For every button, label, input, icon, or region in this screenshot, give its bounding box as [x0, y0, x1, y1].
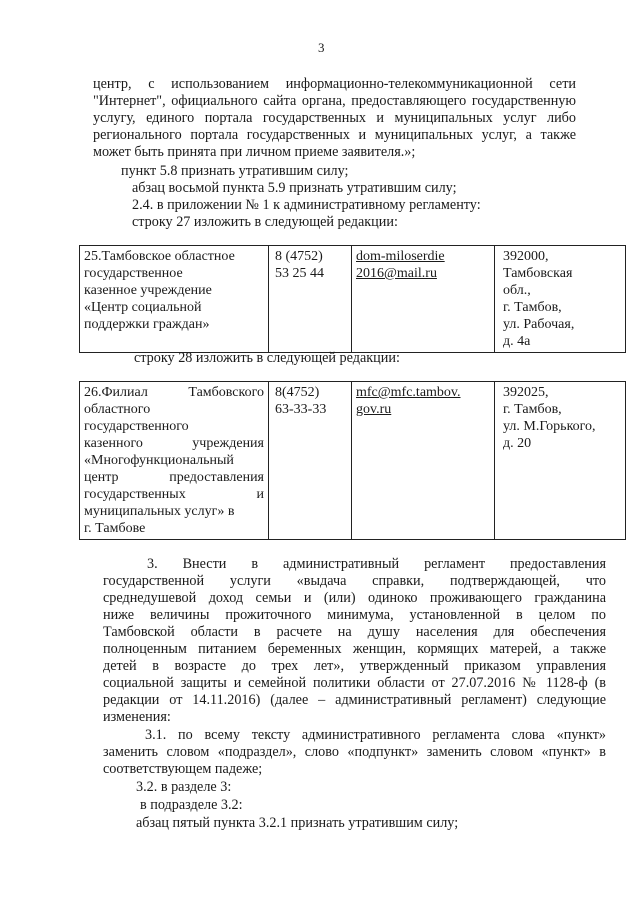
cell-line: г. Тамбове: [84, 521, 146, 536]
page-number: 3: [318, 40, 325, 55]
cell-line: ул. М.Горького,: [503, 419, 596, 434]
email-link[interactable]: dom-miloserdie: [356, 249, 445, 264]
cell-line: г. Тамбов,: [503, 300, 562, 315]
top-paragraph-line-1: центр, с использованием информационно-телекоммуникационной сети: [93, 76, 576, 92]
address-cell: [495, 246, 626, 353]
cell-line: муниципальных услуг» в: [84, 504, 235, 519]
cell-line: д. 4а: [503, 334, 531, 349]
top-paragraph-line-3: услугу, единого портала государственных и муниципальных услуг либо: [93, 110, 576, 126]
table-row-27: [79, 245, 626, 353]
cell-line: Тамбовская: [503, 266, 573, 281]
table-row-28: [79, 381, 626, 540]
top-paragraph-line-4: регионального портала государственных и муниципальных услуг, а также: [93, 127, 576, 143]
section-3-line-8: социальной защиты и семейной политики области от 27.07.2016 № 1128-ф (в: [103, 675, 606, 691]
top-paragraph-line-2: "Интернет", официального сайта органа, предоставляющего государственную: [93, 93, 576, 109]
section-3-1-line-2: заменить словом «подраздел», слово «подпункт» заменить словом «пункт» в: [103, 744, 606, 760]
cell-line: 53 25 44: [275, 266, 324, 281]
section-3-line-7: детей в возрасте до трех лет», утвержденный приказом управления: [103, 658, 606, 674]
phone-cell: [269, 246, 352, 353]
section-3-1-line-3: соответствующем падеже;: [103, 761, 263, 777]
phone-cell: [269, 382, 352, 540]
email-link[interactable]: mfc@mfc.tambov.: [356, 385, 461, 400]
row-27-intro: строку 27 изложить в следующей редакции:: [132, 214, 398, 230]
cell-line: государственного: [84, 419, 189, 434]
item-2-4: 2.4. в приложении № 1 к административному регламенту:: [132, 197, 481, 213]
cell-line: д. 20: [503, 436, 532, 451]
cell-line: ул. Рабочая,: [503, 317, 575, 332]
cell-line: 26.Филиал Тамбовского: [84, 385, 264, 400]
section-3-line-9: редакции от 14.11.2016) (далее – административный регламент) следующие: [103, 692, 606, 708]
cell-line: казенное учреждение: [84, 283, 212, 298]
section-3-line-4: ниже величины прожиточного минимума, установленной в целом по: [103, 607, 606, 623]
section-3-line-1: 3. Внести в административный регламент предоставления: [147, 556, 606, 572]
item-5-8: пункт 5.8 признать утратившим силу;: [121, 163, 349, 179]
cell-line: 392025,: [503, 385, 549, 400]
cell-line: государственных и: [84, 487, 264, 502]
org-name-cell: [80, 246, 269, 353]
top-paragraph-line-5: может быть принята при личном приеме заявителя.»;: [93, 144, 416, 160]
email-cell[interactable]: [352, 246, 495, 353]
subsection-3-2: в подразделе 3.2:: [140, 797, 243, 813]
cell-line: 8(4752): [275, 385, 320, 400]
email-link[interactable]: gov.ru: [356, 402, 392, 417]
cell-line: 63-33-33: [275, 402, 327, 417]
cell-line: центр предоставления: [84, 470, 264, 485]
cell-line: казенного учреждения: [84, 436, 264, 451]
section-3-2: 3.2. в разделе 3:: [136, 779, 232, 795]
org-name-cell: [80, 382, 269, 540]
cell-line: государственное: [84, 266, 183, 281]
address-cell: [495, 382, 626, 540]
section-3-line-10: изменения:: [103, 709, 171, 725]
section-3-line-3: среднедушевой доход семьи и (или) одиноко проживающего гражданина: [103, 590, 606, 606]
row-28-intro: строку 28 изложить в следующей редакции:: [134, 350, 400, 366]
cell-line: «Центр социальной: [84, 300, 202, 315]
cell-line: поддержки граждан»: [84, 317, 210, 332]
table-row: [80, 246, 626, 353]
table-row: [80, 382, 626, 540]
section-3-1-line-1: 3.1. по всему тексту административного регламента слова «пункт»: [145, 727, 606, 743]
cell-line: обл.,: [503, 283, 531, 298]
item-5-9: абзац восьмой пункта 5.9 признать утратившим силу;: [132, 180, 457, 196]
cell-line: 392000,: [503, 249, 549, 264]
email-cell[interactable]: [352, 382, 495, 540]
cell-line: «Многофункциональный: [84, 453, 234, 468]
section-3-line-2: государственной услуги «выдача справки, подтверждающей, что: [103, 573, 606, 589]
section-3-line-5: Тамбовской области в расчете на душу населения для обеспечения: [103, 624, 606, 640]
paragraph-3-2-1: абзац пятый пункта 3.2.1 признать утратившим силу;: [136, 815, 459, 831]
email-link[interactable]: 2016@mail.ru: [356, 266, 437, 281]
cell-line: 8 (4752): [275, 249, 323, 264]
section-3-line-6: полноценным питанием беременных женщин, кормящих матерей, а также: [103, 641, 606, 657]
cell-line: областного: [84, 402, 151, 417]
cell-line: 25.Тамбовское областное: [84, 249, 235, 264]
cell-line: г. Тамбов,: [503, 402, 562, 417]
